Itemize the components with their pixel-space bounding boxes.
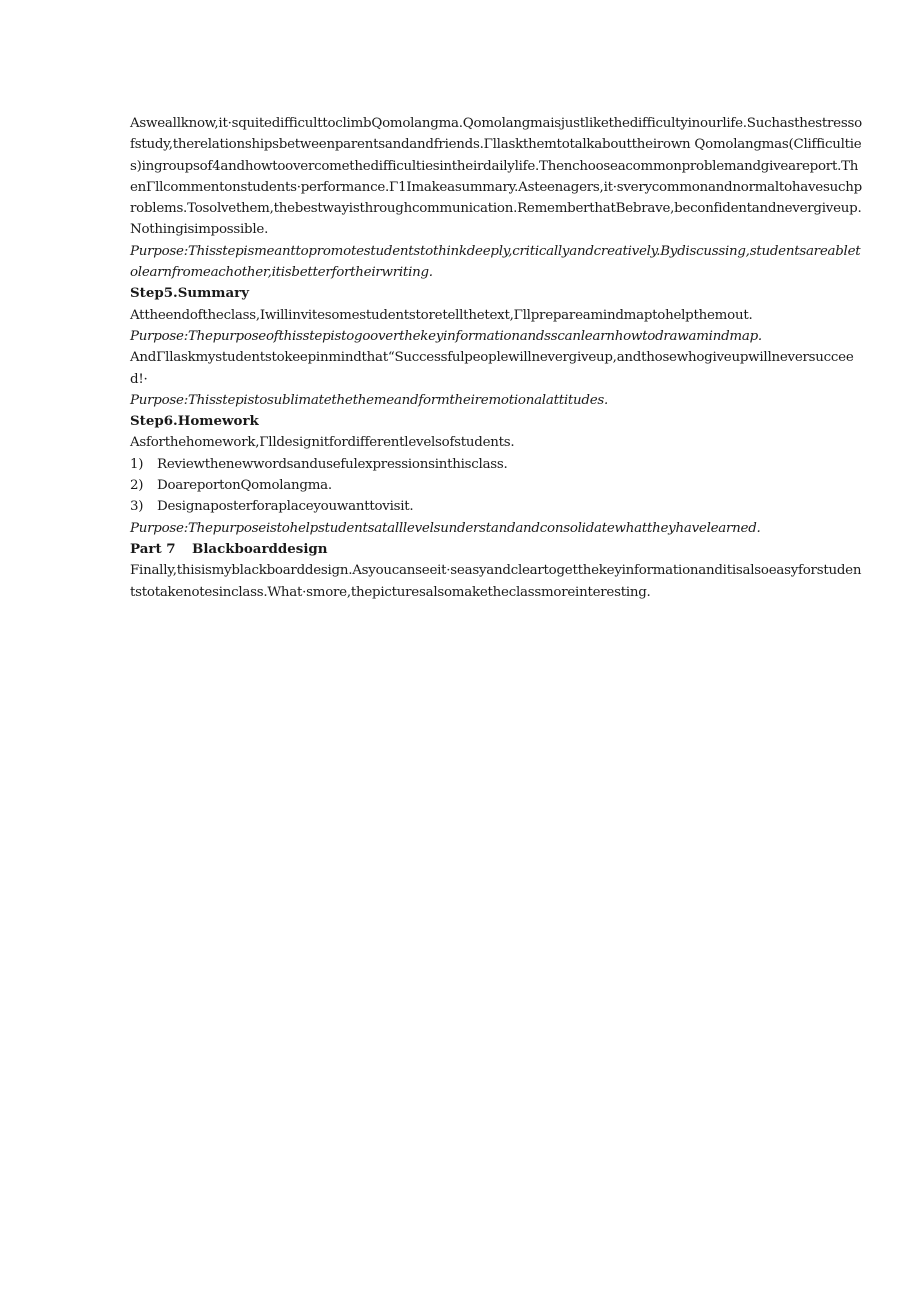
- homework-item-1: [130, 454, 862, 475]
- list-text: Reviewthenewwordsandusefulexpressionsinthisclass.: [157, 456, 508, 472]
- purpose-homework: Purpose:Thepurposeistohelpstudentsatalllevelsunderstandandconsolidatewhattheyhavelearned.: [130, 520, 761, 536]
- list-number: 1): [130, 456, 144, 472]
- purpose-quote: Purpose:Thisstepistosublimatethethemeandformtheiremotionalattitudes.: [130, 392, 609, 408]
- homework-item-3: [130, 496, 862, 517]
- paragraph-discussion: Asweallknow,it·squitedifficulttoclimbQomolangma.Qomolangmaisjustlikethedifficultyinourlife.Suchasthestressofstudy,therelationshipsbetweenparentsandandfriends.Γllaskthemtotalkabouttheirown Qomolangmas(Clifficulties)ingroupsof4andhowtoovercomethedifficultiesintheirdailylife.Thenchooseacommonproblemandgiveareport.ThenΓllcommentonstudents·performance.Γ1Imakeasummary.Asteenagers,it·sverycommonandnormaltohavesuchproblems.Tosolvethem,thebestwayisthroughcommunication.RememberthatBebrave,beconfidentandnevergiveup.Nothingisimpossible.: [130, 116, 862, 238]
- document-page: [130, 113, 862, 603]
- heading-part7: [130, 539, 862, 560]
- list-number: 3): [130, 499, 144, 515]
- paragraph-blackboard: Finally,thisismyblackboarddesign.Asyoucanseeit·seasyandcleartogetthekeyinformationanditisalsoeasyforstudentstotakenotesinclass.What·smore,thepicturesalsomaketheclassmoreinteresting.: [130, 563, 862, 600]
- list-number: 2): [130, 478, 144, 494]
- list-text: Designaposterforaplaceyouwanttovisit.: [157, 499, 414, 515]
- homework-item-2: [130, 475, 862, 496]
- paragraph-homework: Asforthehomework,Γlldesignitfordifferentlevelsofstudents.: [130, 435, 515, 451]
- list-text: DoareportonQomolangma.: [157, 478, 332, 494]
- heading-step5: Step5.Summary: [130, 285, 249, 302]
- paragraph-summary: Attheendoftheclass,Iwillinvitesomestudentstoretellthetext,Γllprepareamindmaptohelpthemout.: [130, 307, 753, 323]
- heading-step6: Step6.Homework: [130, 413, 259, 430]
- purpose-summary: Purpose:Thepurposeofthisstepistogooverthekeyinformationandsscanlearnhowtodrawamindmap.: [130, 328, 762, 344]
- part-title: Blackboarddesign: [192, 540, 328, 557]
- purpose-discussion: Purpose:Thisstepismeanttopromotestudentstothinkdeeply,criticallyandcreatively.Bydiscussing,studentsareabletolearnfromeachother,itisbetterfortheirwriting.: [130, 243, 861, 281]
- part-label: Part 7: [130, 540, 176, 557]
- paragraph-quote: AndΓllaskmystudentstokeepinmindthat“Successfulpeoplewillnevergiveup,andthosewhogiveupwillneversucceed!·: [130, 350, 854, 387]
